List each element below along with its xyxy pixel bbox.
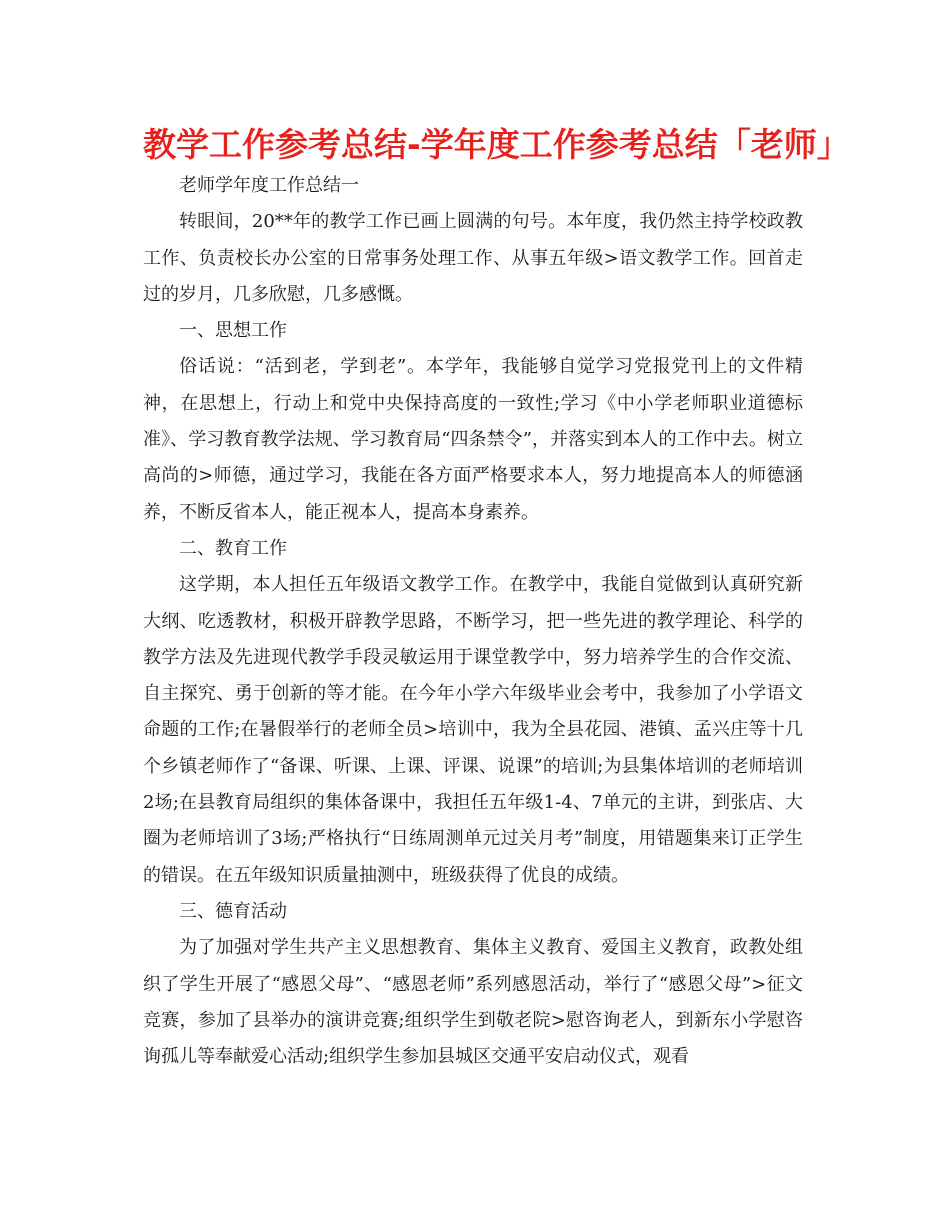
document-body bbox=[143, 168, 803, 1075]
section-heading-teaching: 二、教育工作 bbox=[179, 537, 287, 559]
thought-paragraph: 俗话说：“活到老，学到老”。本学年，我能够自觉学习党报党刊上的文件精神，在思想上，行动上和党中央保持高度的一致性;学习《中小学老师职业道德标准》、学习教育教学法规、学习教育局“四条禁令”，并落实到本人的工作中去。树立高尚的>师德，通过学习，我能在各方面严格要求本人，努力地提高本人的师德涵养，不断反省本人，能正视本人，提高本身素养。 bbox=[143, 356, 803, 523]
section-subtitle: 老师学年度工作总结一 bbox=[179, 175, 359, 196]
intro-paragraph: 转眼间，20**年的教学工作已画上圆满的句号。本年度，我仍然主持学校政教工作、负责校长办公室的日常事务处理工作、从事五年级>语文教学工作。回首走过的岁月，几多欣慰，几多感慨。 bbox=[143, 211, 803, 305]
section-heading-moral: 三、德育活动 bbox=[179, 900, 287, 922]
teaching-paragraph: 这学期，本人担任五年级语文教学工作。在教学中，我能自觉做到认真研究新大纲、吃透教材，积极开辟教学思路，不断学习，把一些先进的教学理论、科学的教学方法及先进现代教学手段灵敏运用于课堂教学中，努力培养学生的合作交流、自主探究、勇于创新的等才能。在今年小学六年级毕业会考中，我参加了小学语文命题的工作;在暑假举行的老师全员>培训中，我为全县花园、港镇、孟兴庄等十几个乡镇老师作了“备课、听课、上课、评课、说课”的培训;为县集体培训的老师培训2场;在县教育局组织的集体备课中，我担任五年级1-4、7单元的主讲，到张店、大圈为老师培训了3场;严格执行“日练周测单元过关月考”制度，用错题集来订正学生的错误。在五年级知识质量抽测中，班级获得了优良的成绩。 bbox=[143, 574, 803, 886]
section-heading-thought: 一、思想工作 bbox=[179, 320, 287, 342]
document-title: 教学工作参考总结-学年度工作参考总结「老师」 bbox=[143, 125, 850, 164]
moral-paragraph: 为了加强对学生共产主义思想教育、集体主义教育、爱国主义教育，政教处组织了学生开展了“感恩父母”、“感恩老师”系列感恩活动，举行了“感恩父母”>征文竞赛，参加了县举办的演讲竞赛;组织学生到敬老院>慰咨询老人，到新东小学慰咨询孤儿等奉献爱心活动;组织学生参加县城区交通平安启动仪式，观看 bbox=[143, 937, 803, 1068]
